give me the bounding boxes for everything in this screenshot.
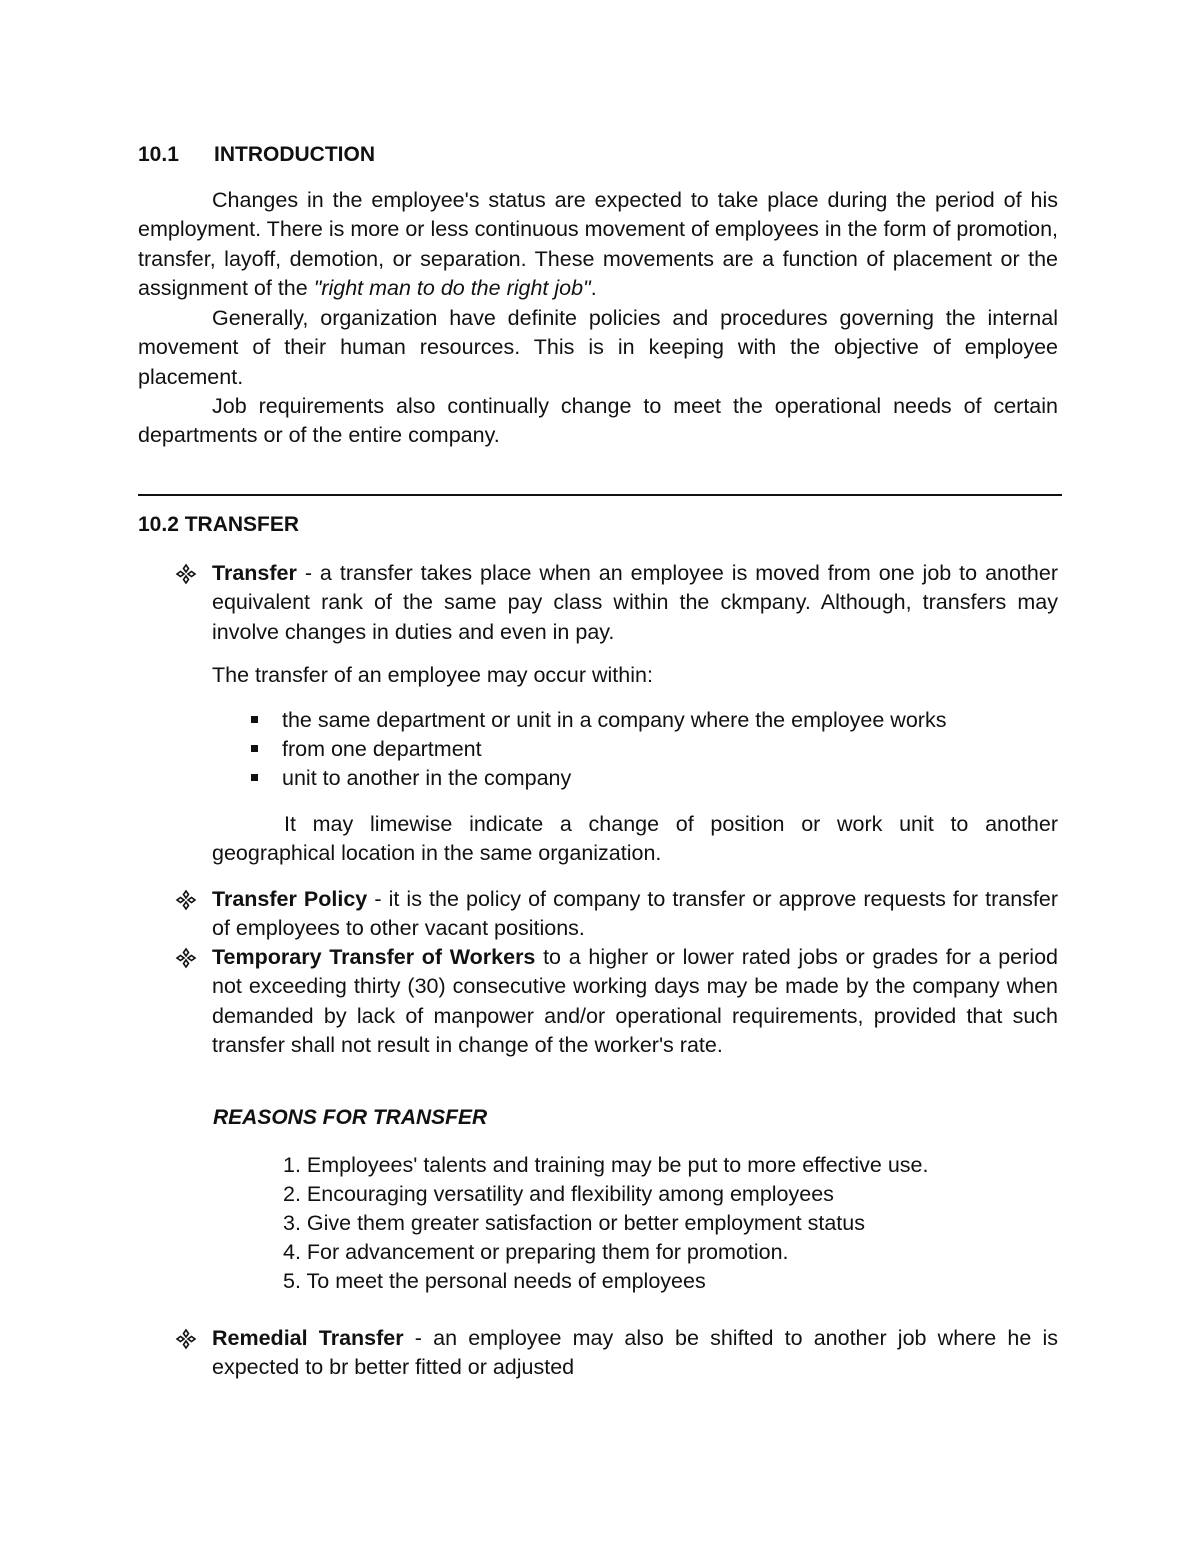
square-bullet-icon xyxy=(251,745,258,752)
transfer-policy xyxy=(212,885,1058,944)
section-title: INTRODUCTION xyxy=(214,143,375,166)
remedial-transfer-text: - an employee may also be shifted to another job where he is expected to br better fitted or adjusted xyxy=(212,1326,1059,1380)
reason-item: 2. Encouraging versatility and flexibility among employees xyxy=(283,1182,834,1206)
intro-p1-text: Changes in the employee's status are expected to take place during the period of his employment. There is more or less continuous movement of employees in the form of promotion, transfer, layoff, demotion, or separation. These movements are a function of placement or the assignment of the xyxy=(138,188,1058,300)
four-diamond-bullet-icon xyxy=(175,889,197,911)
transfer-text: - a transfer takes place when an employee is moved from one job to another equivalent rank of the same pay class within the ckmpany. Although, transfers may involve changes in duties and even in pay. xyxy=(212,561,1058,644)
transfer-policy-term: Transfer Policy xyxy=(212,887,368,911)
within-intro: The transfer of an employee may occur within: xyxy=(212,663,653,687)
reason-item: 4. For advancement or preparing them for promotion. xyxy=(283,1240,789,1264)
transfer-policy-text: - it is the policy of company to transfer or approve requests for transfer of employees to other vacant positions. xyxy=(212,887,1058,941)
within-item: unit to another in the company xyxy=(282,766,572,790)
transfer-definition xyxy=(212,559,1058,647)
intro-paragraph-3: Job requirements also continually change to meet the operational needs of certain departments or of the entire company. xyxy=(138,394,1058,448)
remedial-transfer-term: Remedial Transfer xyxy=(212,1326,404,1350)
temporary-transfer-text: to a higher or lower rated jobs or grades for a period not exceeding thirty (30) consecutive working days may be made by the company when demanded by lack of manpower and/or operational requirements, provided that such transfer shall not result in change of the worker's rate. xyxy=(212,945,1058,1057)
section-heading-transfer: 10.2 TRANSFER xyxy=(138,513,300,536)
intro-paragraph-2: Generally, organization have definite policies and procedures governing the internal movement of their human resources. This is in keeping with the objective of employee placement. xyxy=(138,306,1058,389)
reasons-heading: REASONS FOR TRANSFER xyxy=(213,1106,488,1129)
remedial-transfer xyxy=(212,1324,1058,1383)
intro-paragraph-1 xyxy=(138,186,1058,303)
intro-p1-end: . xyxy=(590,275,597,300)
four-diamond-bullet-icon xyxy=(175,1328,197,1350)
temporary-transfer-term: Temporary Transfer of Workers xyxy=(212,945,536,969)
square-bullet-icon xyxy=(251,716,258,723)
square-bullet-icon xyxy=(251,774,258,781)
within-item: the same department or unit in a company where the employee works xyxy=(282,708,947,732)
reason-item: 5. To meet the personal needs of employees xyxy=(283,1269,706,1293)
section-heading-introduction xyxy=(138,143,375,167)
temporary-transfer xyxy=(212,943,1058,1060)
reason-item: 3. Give them greater satisfaction or better employment status xyxy=(283,1211,865,1235)
four-diamond-bullet-icon xyxy=(175,563,197,585)
within-item: from one department xyxy=(282,737,482,761)
transfer-term: Transfer xyxy=(212,561,297,585)
reason-item: 1. Employees' talents and training may be put to more effective use. xyxy=(283,1153,929,1177)
section-number: 10.1 xyxy=(138,143,179,166)
four-diamond-bullet-icon xyxy=(175,947,197,969)
intro-p1-quote: "right man to do the right job" xyxy=(313,275,591,300)
section-divider xyxy=(138,494,1062,496)
likewise-paragraph: It may limewise indicate a change of position or work unit to another geographical location in the same organization. xyxy=(212,812,1058,866)
